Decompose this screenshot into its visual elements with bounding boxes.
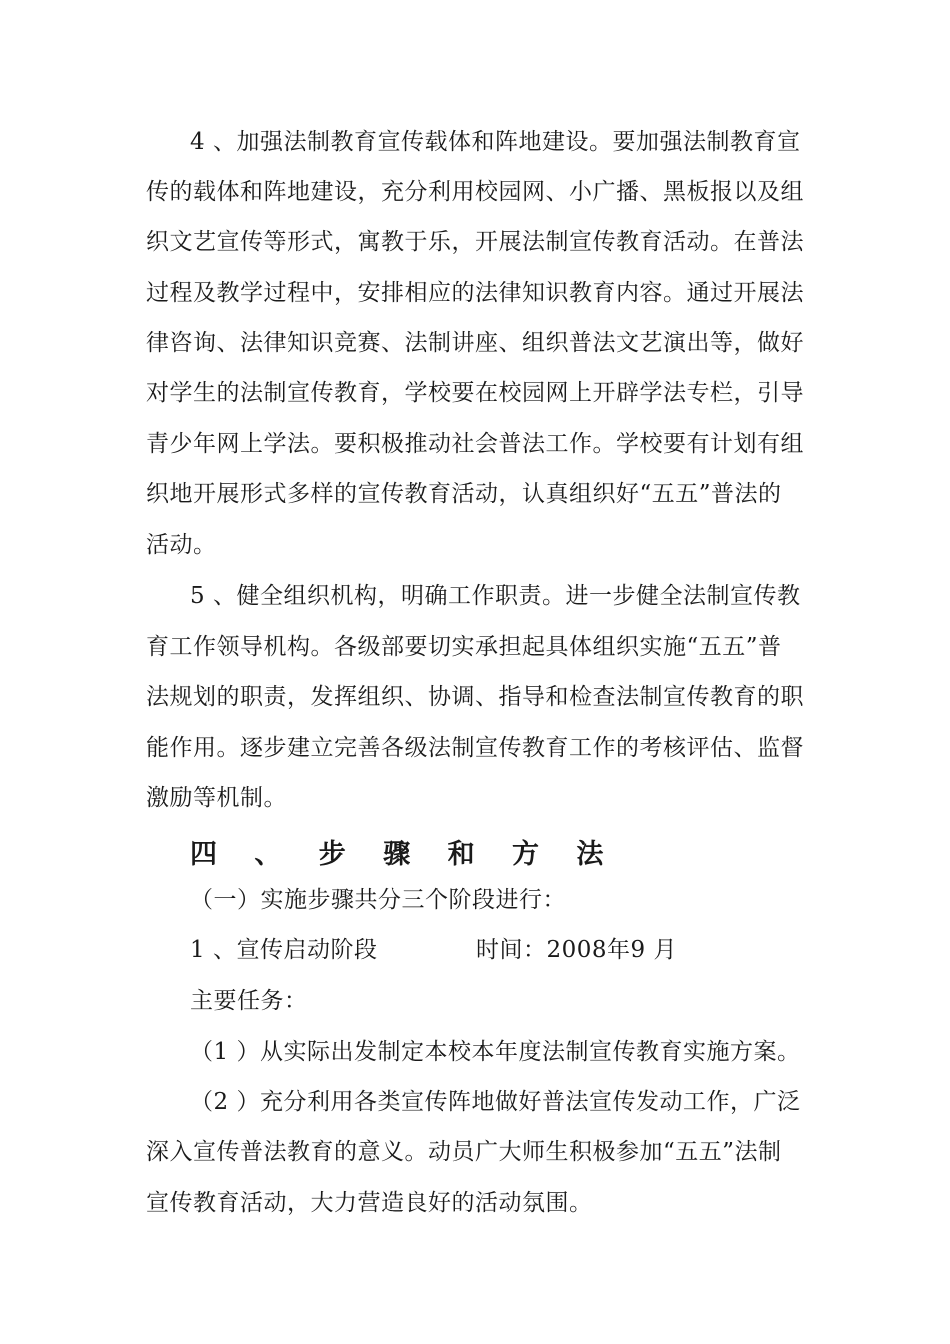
subheading: （一）实施步骤共分三个阶段进行： xyxy=(190,887,566,913)
stage-1-time: 时间：2008年9 月 xyxy=(476,937,677,963)
task-2-line-2: 深入宣传普法教育的意义。动员广大师生积极参加“五五”法制 xyxy=(146,1139,782,1165)
paragraph-5-line-1: 5 、健全组织机构，明确工作职责。进一步健全法制宣传教 xyxy=(190,583,801,609)
paragraph-4-line-6: 对学生的法制宣传教育，学校要在校园网上开辟学法专栏，引导 xyxy=(146,380,804,406)
stage-1-row xyxy=(190,934,790,966)
paragraph-4-line-7: 青少年网上学法。要积极推动社会普法工作。学校要有计划有组 xyxy=(146,431,804,457)
paragraph-5-line-2: 育工作领导机构。各级部要切实承担起具体组织实施“五五”普 xyxy=(146,634,782,660)
section-heading: 四 、 步 骤 和 方 法 xyxy=(190,839,618,870)
tasks-label: 主要任务： xyxy=(190,988,308,1014)
paragraph-5-line-5: 激励等机制。 xyxy=(146,785,287,811)
paragraph-4-line-5: 律咨询、法律知识竞赛、法制讲座、组织普法文艺演出等，做好 xyxy=(146,330,804,356)
task-1: （1 ）从实际出发制定本校本年度法制宣传教育实施方案。 xyxy=(190,1039,801,1065)
paragraph-4-line-3: 织文艺宣传等形式，寓教于乐，开展法制宣传教育活动。在普法 xyxy=(146,229,804,255)
paragraph-4-line-2: 传的载体和阵地建设，充分利用校园网、小广播、黑板报以及组 xyxy=(146,179,804,205)
paragraph-5-line-3: 法规划的职责，发挥组织、协调、指导和检查法制宣传教育的职 xyxy=(146,684,804,710)
paragraph-4-line-4: 过程及教学过程中，安排相应的法律知识教育内容。通过开展法 xyxy=(146,280,804,306)
stage-1-label: 1 、宣传启动阶段 xyxy=(190,937,378,963)
task-2-line-1: （2 ）充分利用各类宣传阵地做好普法宣传发动工作，广泛 xyxy=(190,1089,801,1115)
paragraph-4-line-1: 4 、加强法制教育宣传载体和阵地建设。要加强法制教育宣 xyxy=(190,129,801,155)
task-2-line-3: 宣传教育活动，大力营造良好的活动氛围。 xyxy=(146,1190,593,1216)
paragraph-5-line-4: 能作用。逐步建立完善各级法制宣传教育工作的考核评估、监督 xyxy=(146,735,804,761)
paragraph-4-line-8: 织地开展形式多样的宣传教育活动，认真组织好“五五”普法的 xyxy=(146,481,782,507)
paragraph-4-line-9: 活动。 xyxy=(146,532,217,558)
